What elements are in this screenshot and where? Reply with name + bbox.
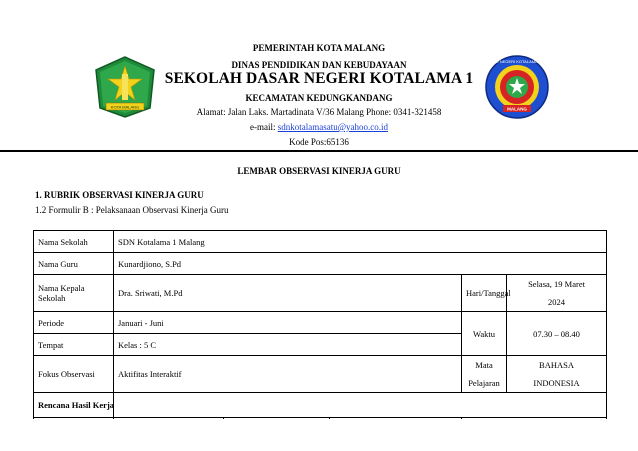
subject-value-cell [507,356,607,393]
place-label-cell: Tempat [34,334,114,356]
email-label: e-mail: [249,122,278,132]
time-value-cell: 07.30 – 08.40 [507,312,607,356]
right-logo-top-text: SD NEGERI KOTALAMA 1 [493,59,541,64]
date-label-cell: Hari/Tanggal [462,275,507,312]
header-divider [0,150,638,152]
table-row [34,356,607,393]
table-row [34,275,607,312]
observation-table [33,230,607,444]
plan-label-cell: Rencana Hasil Kerja [34,393,114,418]
right-logo-bottom-text: MALANG [507,106,527,112]
table-row [34,312,607,334]
page-bottom-blank [0,419,638,451]
district-name: KECAMATAN KEDUNGKANDANG [245,93,393,103]
principal-label-cell: Nama Kepala Sekolah [34,275,114,312]
table-row [34,253,607,275]
document-title: LEMBAR OBSERVASI KINERJA GURU [237,166,401,176]
subject-value-line-1: BAHASA [539,360,574,370]
subsection-heading: 1.2 Formulir B : Pelaksanaan Observasi Kinerja Guru [35,205,229,215]
place-value-cell: Kelas : 5 C [114,334,462,356]
date-value-cell [507,275,607,312]
section-heading: 1. RUBRIK OBSERVASI KINERJA GURU [35,190,204,200]
period-label-cell: Periode [34,312,114,334]
period-value-cell: Januari - Juni [114,312,462,334]
school-address: Alamat: Jalan Laks. Martadinata V/36 Malang Phone: 0341-321458 [196,107,442,117]
government-name: PEMERINTAH KOTA MALANG [252,43,386,53]
table-row [34,393,607,418]
school-value-cell: SDN Kotalama 1 Malang [114,231,607,253]
focus-label-cell: Fokus Observasi [34,356,114,393]
principal-value-cell: Dra. Sriwati, M.Pd [114,275,462,312]
postal-code: Kode Pos:65136 [289,137,349,147]
teacher-value-cell: Kunardjiono, S.Pd [114,253,607,275]
school-label-cell: Nama Sekolah [34,231,114,253]
department-name: DINAS PENDIDIKAN DAN KEBUDAYAAN [231,60,407,70]
subject-label-line-1: Mata [475,360,493,370]
date-value-line-1: Selasa, 19 Maret [528,279,585,289]
teacher-label-cell: Nama Guru [34,253,114,275]
subject-value-line-2: INDONESIA [533,378,580,388]
plan-value-cell [114,393,607,418]
time-label-cell: Waktu [462,312,507,356]
email-link[interactable]: sdnkotalamasatu@yahoo.co.id [277,122,388,132]
left-logo-text: KOTA MALANG [110,104,140,110]
subject-label-cell [462,356,507,393]
school-name: SEKOLAH DASAR NEGERI KOTALAMA 1 [164,70,474,87]
focus-value-cell: Aktifitas Interaktif [114,356,462,393]
date-value-line-2: 2024 [548,297,565,307]
email-line [0,122,638,132]
subject-label-line-2: Pelajaran [468,378,500,388]
letterhead [0,0,638,150]
table-row [34,231,607,253]
